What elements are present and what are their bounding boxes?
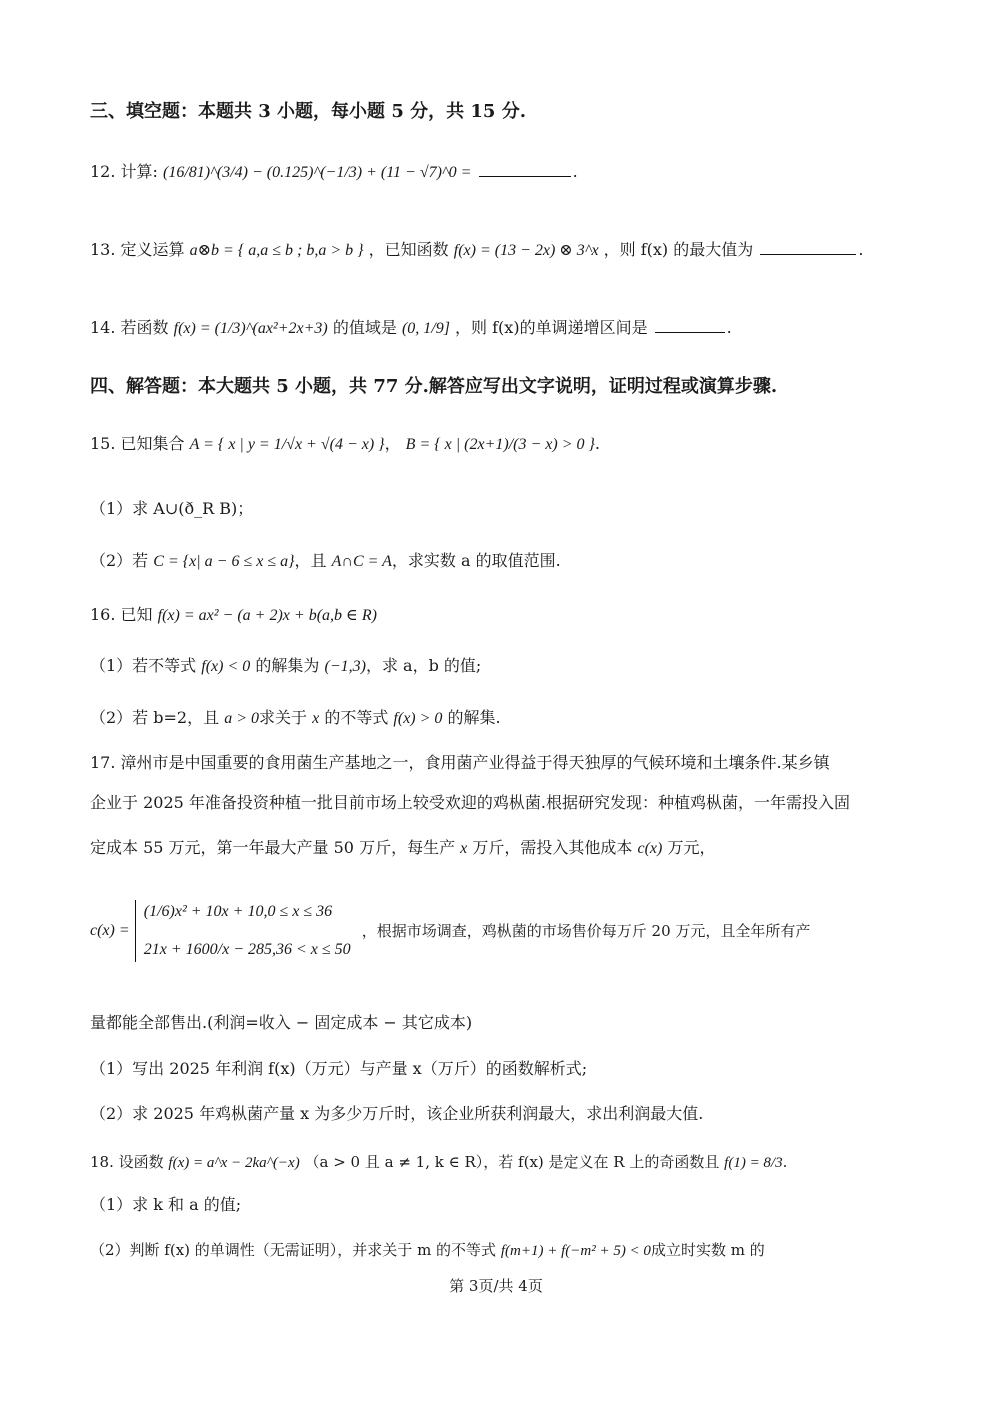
q15-part2-tail: ，求实数 a 的取值范围. xyxy=(391,551,561,570)
q12-lead: 12. 计算: xyxy=(90,162,158,181)
q16-part2-lead: （2）若 b=2，且 xyxy=(90,708,220,727)
q16-part1 xyxy=(90,654,481,679)
q17-line1: 17. 漳州市是中国重要的食用菌生产基地之一，食用菌产业得益于得天独厚的气候环境和土壤条件.某乡镇 xyxy=(90,753,830,772)
question-15: 15. 已知集合 A = { x | y = 1/√x + √(4 − x) }， B = { x | (2x+1)/(3 − x) > 0 }. xyxy=(90,434,600,453)
q16-part2 xyxy=(90,706,501,731)
question-18: 18. 设函数 f(x) = a^x − 2ka^(−x) （a > 0 且 a ≠ 1, k ∈ R），若 f(x) 是定义在 R 上的奇函数且 f(1) = 8/3. xyxy=(90,1153,788,1171)
q18-part2-lead: （2）判断 f(x) 的单调性（无需证明），并求关于 m 的不等式 xyxy=(90,1241,497,1259)
q17-var-x: x xyxy=(460,840,468,857)
q14-answer-blank[interactable] xyxy=(655,331,725,333)
q15-set-c: C = {x| a − 6 ≤ x ≤ a} xyxy=(153,553,295,570)
section4-heading: 四、解答题：本大题共 5 小题，共 77 分.解答应写出文字说明，证明过程或演算步骤. xyxy=(90,376,778,397)
q17-part2: （2）求 2025 年鸡枞菌产量 x 为多少万斤时，该企业所获利润最大，求出利润最大值. xyxy=(90,1104,704,1123)
q18-lead: 18. 设函数 xyxy=(90,1153,164,1171)
q18-part2-inequality: f(m+1) + f(−m² + 5) < 0 xyxy=(500,1243,651,1259)
q17-piecewise xyxy=(90,900,810,962)
q18-mid: ，若 f(x) 是定义在 R 上的奇函数且 xyxy=(483,1153,720,1171)
q16-function: f(x) = ax² − (a + 2)x + b(a,b ∈ R) xyxy=(157,607,377,624)
q17-cx-label: c(x) = xyxy=(90,922,130,939)
question-16 xyxy=(90,603,377,628)
q16-part2-mid2: 的不等式 xyxy=(324,708,389,727)
q16-part2-tail: 的解集. xyxy=(447,708,501,727)
q12-answer-blank[interactable] xyxy=(479,175,571,177)
q17-line3-lead: 定成本 55 万元，第一年最大产量 50 万斤，每生产 xyxy=(90,838,456,857)
q16-lead: 16. 已知 xyxy=(90,605,153,624)
q14-range: (0, 1/9] xyxy=(401,320,450,337)
q16-part2-var: x xyxy=(312,710,320,727)
q16-part1-lead: （1）若不等式 xyxy=(90,656,197,675)
q17-line5: 量都能全部售出.(利润=收入 − 固定成本 − 其它成本) xyxy=(90,1013,473,1032)
q15-set-a: A = { x | y = 1/√x + √(4 − x) } xyxy=(189,436,385,453)
q17-piece1: (1/6)x² + 10x + 10,0 ≤ x ≤ 36 xyxy=(143,903,333,920)
q15-set-b: B = { x | (2x+1)/(3 − x) > 0 } xyxy=(405,436,595,453)
q15-part2 xyxy=(90,549,561,574)
q18-condition: （a > 0 且 a ≠ 1, k ∈ R） xyxy=(304,1153,484,1171)
q16-part1-set: (−1,3) xyxy=(324,658,366,675)
q18-part1: （1）求 k 和 a 的值; xyxy=(90,1195,242,1214)
section3-heading: 三、填空题：本题共 3 小题，每小题 5 分，共 15 分. xyxy=(90,101,526,122)
q13-answer-blank[interactable] xyxy=(760,253,856,255)
q18-value: f(1) = 8/3 xyxy=(724,1155,783,1171)
q17-line3-tail: 万元， xyxy=(667,838,716,857)
q17-line3 xyxy=(90,836,715,861)
q17-cx-tail: ，根据市场调查，鸡枞菌的市场售价每万斤 20 万元，且全年所有产 xyxy=(361,922,811,940)
q18-part2-tail: 成立时实数 m 的 xyxy=(650,1241,765,1259)
q17-piecewise-brace xyxy=(135,900,351,962)
q17-line2: 企业于 2025 年准备投资种植一批目前市场上较受欢迎的鸡枞菌.根据研究发现：种植鸡枞菌，一年需投入固 xyxy=(90,793,850,812)
q16-part1-inequality: f(x) < 0 xyxy=(201,658,251,675)
q17-part1: （1）写出 2025 年利润 f(x)（万元）与产量 x（万斤）的函数解析式; xyxy=(90,1059,588,1078)
page-number: 第 3页/共 4页 xyxy=(449,1277,543,1295)
q15-condition: A∩C = A xyxy=(331,553,392,570)
q14-tail: ，则 f(x)的单调递增区间是 xyxy=(455,318,648,337)
q15-part2-and: ，且 xyxy=(294,551,327,570)
q16-part1-tail: ，求 a，b 的值; xyxy=(365,656,482,675)
q17-cost-func: c(x) xyxy=(637,840,663,857)
question-14: 14. 若函数 f(x) = (1/3)^(ax²+2x+3) 的值域是 (0, 1/9] ，则 f(x)的单调递增区间是 . xyxy=(90,318,732,337)
q14-function: f(x) = (1/3)^(ax²+2x+3) xyxy=(173,320,328,337)
q13-lead: 13. 定义运算 xyxy=(90,240,185,259)
q18-function: f(x) = a^x − 2ka^(−x) xyxy=(168,1155,300,1171)
q13-mid: ，已知函数 xyxy=(368,240,449,259)
q15-part1: （1）求 A∪(ð_R B)； xyxy=(90,499,254,518)
question-13: 13. 定义运算 a⊗b = { a,a ≤ b ; b,a > b } ，已知函数 f(x) = (13 − 2x) ⊗ 3^x ，则 f(x) 的最大值为 . xyxy=(90,240,864,259)
q13-definition: a⊗b = { a,a ≤ b ; b,a > b } xyxy=(189,242,364,259)
q16-part2-mid: 求关于 xyxy=(259,708,308,727)
q16-part1-mid: 的解集为 xyxy=(255,656,320,675)
q16-part2-condition: a > 0 xyxy=(224,710,259,727)
q17-line3-mid: 万斤，需投入其他成本 xyxy=(472,838,633,857)
question-12: 12. 计算: (16/81)^(3/4) − (0.125)^(−1/3) + (11 − √7)^0 = . xyxy=(90,162,578,181)
q13-function: f(x) = (13 − 2x) ⊗ 3^x xyxy=(453,242,599,259)
q12-expression: (16/81)^(3/4) − (0.125)^(−1/3) + (11 − √7)^0 = xyxy=(163,164,472,181)
q14-mid: 的值域是 xyxy=(332,318,397,337)
q14-lead: 14. 若函数 xyxy=(90,318,169,337)
q17-piece2: 21x + 1600/x − 285,36 < x ≤ 50 xyxy=(143,941,351,958)
q18-part2 xyxy=(90,1238,765,1263)
q15-part2-lead: （2）若 xyxy=(90,551,149,570)
q15-lead: 15. 已知集合 xyxy=(90,434,185,453)
q16-part2-inequality: f(x) > 0 xyxy=(393,710,443,727)
q13-tail: ，则 f(x) 的最大值为 xyxy=(603,240,754,259)
